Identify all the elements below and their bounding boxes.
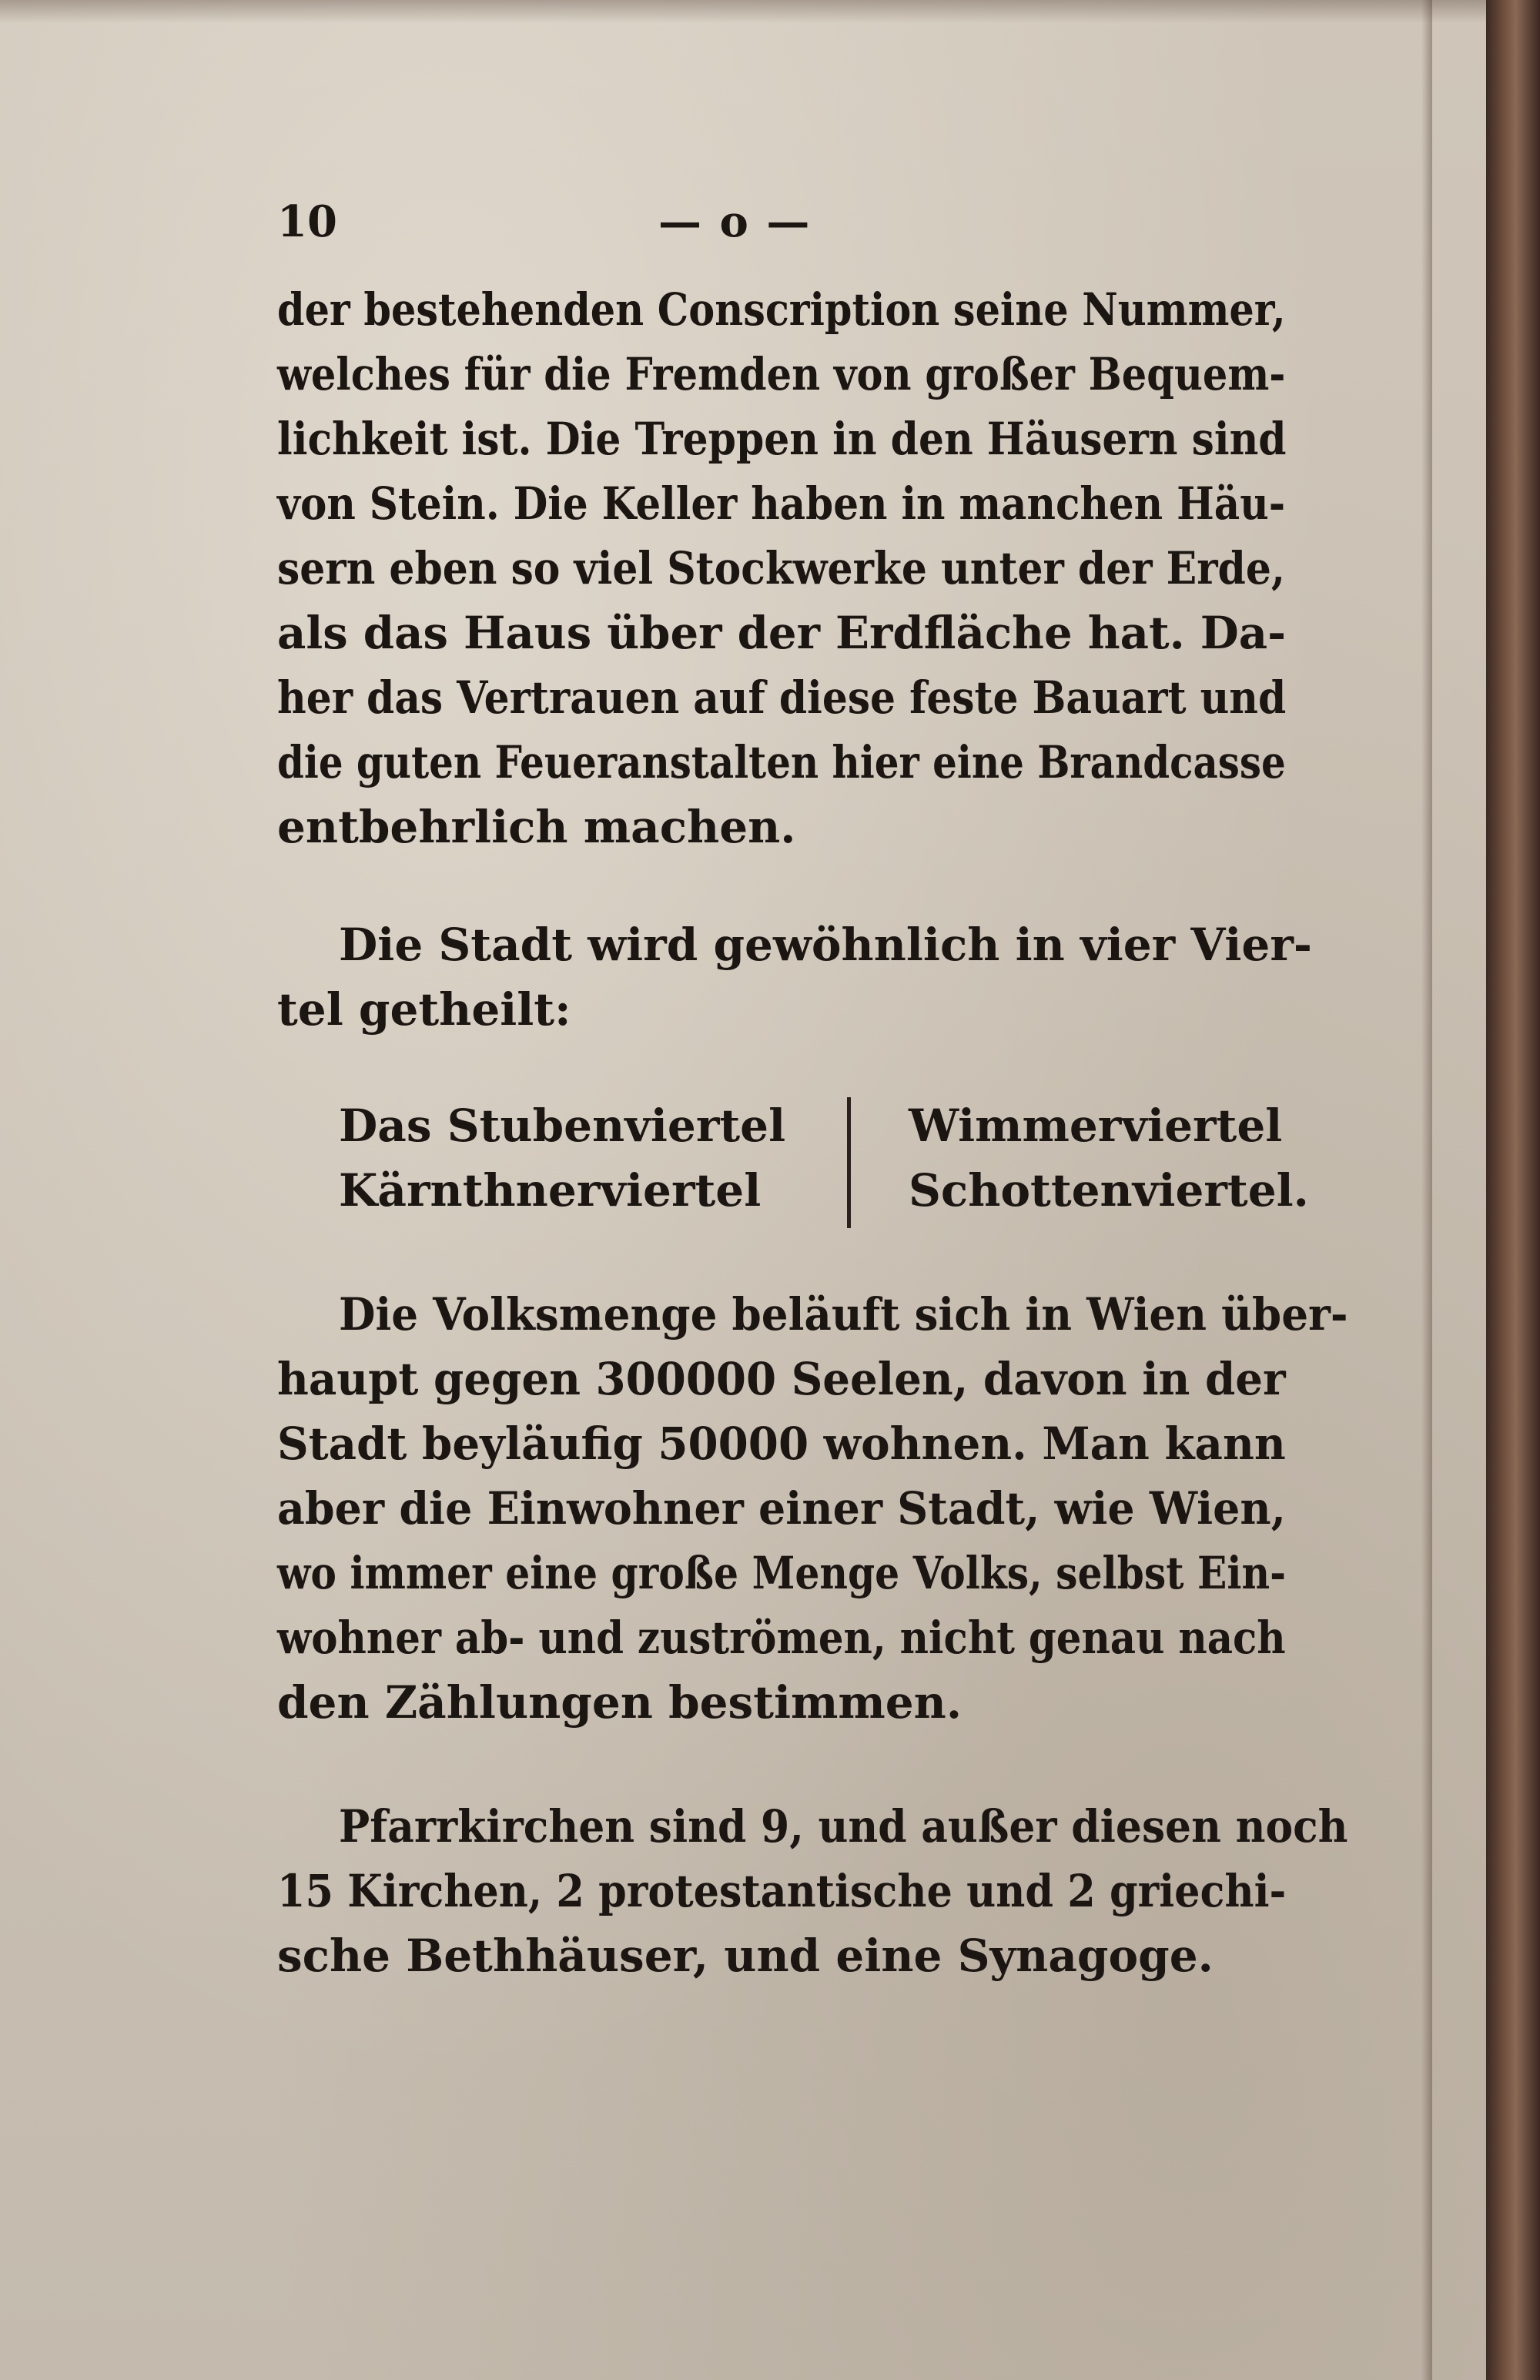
paragraph3-line-3: Stadt beyläufig 50000 wohnen. Man kann — [277, 1418, 1286, 1470]
quarters-left-column — [339, 1093, 785, 1223]
book-binding-edge — [1486, 0, 1540, 2380]
paragraph1-line-1: der bestehenden Conscription seine Nummer, — [277, 283, 1286, 336]
paragraph4-line-2: 15 Kirchen, 2 protestantische und 2 griechi- — [277, 1865, 1287, 1917]
paragraph3-line-5: wo immer eine große Menge Volks, selbst Ein- — [277, 1547, 1286, 1599]
page-edge-shadow — [1421, 0, 1432, 2380]
paragraph3-line-1: Die Volksmenge beläuft sich in Wien über- — [339, 1288, 1348, 1341]
paragraph3-line-6: wohner ab- und zuströmen, nicht genau nach — [277, 1612, 1286, 1664]
paragraph2-line-2: tel getheilt: — [277, 983, 571, 1036]
paragraph1-line-3: lichkeit ist. Die Treppen in den Häusern sind — [277, 413, 1287, 465]
page-number: 10 — [277, 196, 337, 247]
paragraph1-line-8: die guten Feueranstalten hier eine Brandcasse — [277, 736, 1286, 788]
quarters-table — [339, 1093, 1309, 1232]
quarter-schottenviertel: Schottenviertel. — [909, 1164, 1309, 1217]
paragraph1-line-6: als das Haus über der Erdfläche hat. Da- — [277, 607, 1287, 659]
paragraph3-line-4: aber die Einwohner einer Stadt, wie Wien, — [277, 1482, 1286, 1535]
column-divider — [847, 1097, 851, 1228]
quarter-stubenviertel: Das Stubenviertel — [339, 1100, 786, 1152]
quarters-right-column — [909, 1093, 1309, 1223]
quarter-kaernthnerviertel: Kärnthnerviertel — [339, 1164, 762, 1217]
paragraph2-line-1: Die Stadt wird gewöhnlich in vier Vier- — [339, 919, 1312, 971]
paragraph3-line-2: haupt gegen 300000 Seelen, davon in der — [277, 1353, 1286, 1405]
header-ornament: — o — — [658, 196, 812, 247]
paragraph4-line-3: sche Bethhäuser, und eine Synagoge. — [277, 1930, 1214, 1982]
paragraph4-line-1: Pfarrkirchen sind 9, und außer diesen noch — [339, 1800, 1348, 1853]
paragraph1-line-4: von Stein. Die Keller haben in manchen Häu- — [277, 477, 1286, 530]
paragraph1-line-5: sern eben so viel Stockwerke unter der Erde, — [277, 542, 1285, 594]
paragraph1-line-2: welches für die Fremden von großer Bequem- — [277, 348, 1286, 400]
paragraph1-line-9: entbehrlich machen. — [277, 801, 796, 853]
paragraph1-line-7: her das Vertrauen auf diese feste Bauart und — [277, 671, 1287, 724]
page-top-shadow — [0, 0, 1486, 23]
quarter-wimmerviertel: Wimmerviertel — [909, 1100, 1283, 1152]
paragraph3-line-7: den Zählungen bestimmen. — [277, 1676, 962, 1729]
